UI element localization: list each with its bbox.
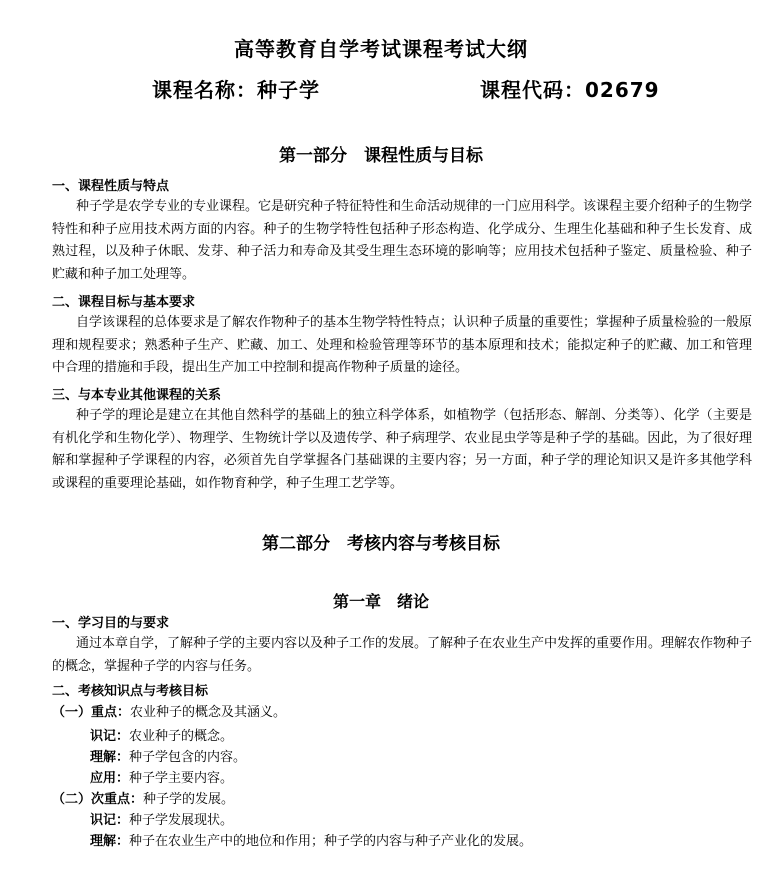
key-point-1 [52, 701, 286, 720]
part1-title: 第一部分 课程性质与目标 [279, 146, 483, 166]
understand-text: 种子学包含的内容。 [129, 750, 247, 765]
part2-title: 第二部分 考核内容与考核目标 [262, 534, 500, 554]
apply-label: 应用： [90, 771, 130, 786]
understand-text: 种子在农业生产中的地位和作用；种子学的内容与种子产业化的发展。 [129, 834, 533, 849]
part1-section3-heading: 三、与本专业其他课程的关系 [52, 388, 222, 403]
document-title: 高等教育自学考试课程考试大纲 [234, 37, 528, 61]
understand-label: 理解： [90, 750, 130, 765]
chapter1-section1-heading: 一、学习目的与要求 [52, 616, 170, 631]
key-point-2-text: 种子学的发展。 [143, 792, 235, 807]
chapter1-section2-heading: 二、考核知识点与考核目标 [52, 684, 209, 699]
course-code: 课程代码：02679 [480, 78, 660, 102]
part1-section1-text: 种子学是农学专业的专业课程。它是研究种子特征特性和生命活动规律的一门应用科学。该课程主要介绍种子的生物学特性和种子应用技术两方面的内容。种子的生物学特性包括种子形态构造、化学成分、生理生化基础和种子生长发育、成熟过程，以及种子休眠、发芽、种子活力和寿命及其受生理生态环境的影响等；应用技术包括种子鉴定、质量检验、种子贮藏和种子加工处理等。 [52, 199, 753, 282]
part1-section2-text: 自学该课程的总体要求是了解农作物种子的基本生物学特性特点；认识种子质量的重要性；掌握种子质量检验的一般原理和规程要求；熟悉种子生产、贮藏、加工、处理和检验管理等环节的基本原理和技术；能拟定种子的贮藏、加工和管理中合理的措施和手段，提出生产加工中控制和提高作物种子质量的途径。 [52, 315, 753, 376]
key-point-1-understand [90, 746, 246, 765]
key-point-1-text: 农业种子的概念及其涵义。 [130, 705, 287, 720]
key-point-2 [52, 788, 234, 807]
part1-section2-heading: 二、课程目标与基本要求 [52, 295, 196, 310]
key-point-2-label: （二）次重点： [52, 792, 144, 807]
key-point-1-recall [90, 725, 233, 744]
recall-text: 种子学发展现状。 [129, 813, 234, 828]
recall-text: 农业种子的概念。 [129, 729, 234, 744]
key-point-1-label: （一）重点： [52, 705, 131, 720]
chapter1-section1-text: 通过本章自学，了解种子学的主要内容以及种子工作的发展。了解种子在农业生产中发挥的重要作用。理解农作物种子的概念，掌握种子学的内容与任务。 [52, 636, 753, 674]
part1-section1-heading: 一、课程性质与特点 [52, 179, 170, 194]
key-point-2-recall [90, 809, 233, 828]
recall-label: 识记： [90, 729, 130, 744]
understand-label: 理解： [90, 834, 130, 849]
chapter1-title: 第一章 绪论 [332, 592, 429, 611]
key-point-1-apply [90, 767, 233, 786]
part1-section3-text: 种子学的理论是建立在其他自然科学的基础上的独立科学体系，如植物学（包括形态、解剖、分类等）、化学（主要是有机化学和生物化学）、物理学、生物统计学以及遗传学、种子病理学、农业昆虫学等是种子学的基础。因此，为了很好理解和掌握种子学课程的内容，必须首先自学掌握各门基础课的主要内容；另一方面，种子学的理论知识又是许多其他学科或课程的重要理论基础，如作物育种学，种子生理工艺学等。 [52, 408, 752, 491]
apply-text: 种子学主要内容。 [129, 771, 234, 786]
recall-label: 识记： [90, 813, 130, 828]
key-point-2-understand [90, 830, 532, 849]
course-name: 课程名称：种子学 [152, 78, 320, 102]
